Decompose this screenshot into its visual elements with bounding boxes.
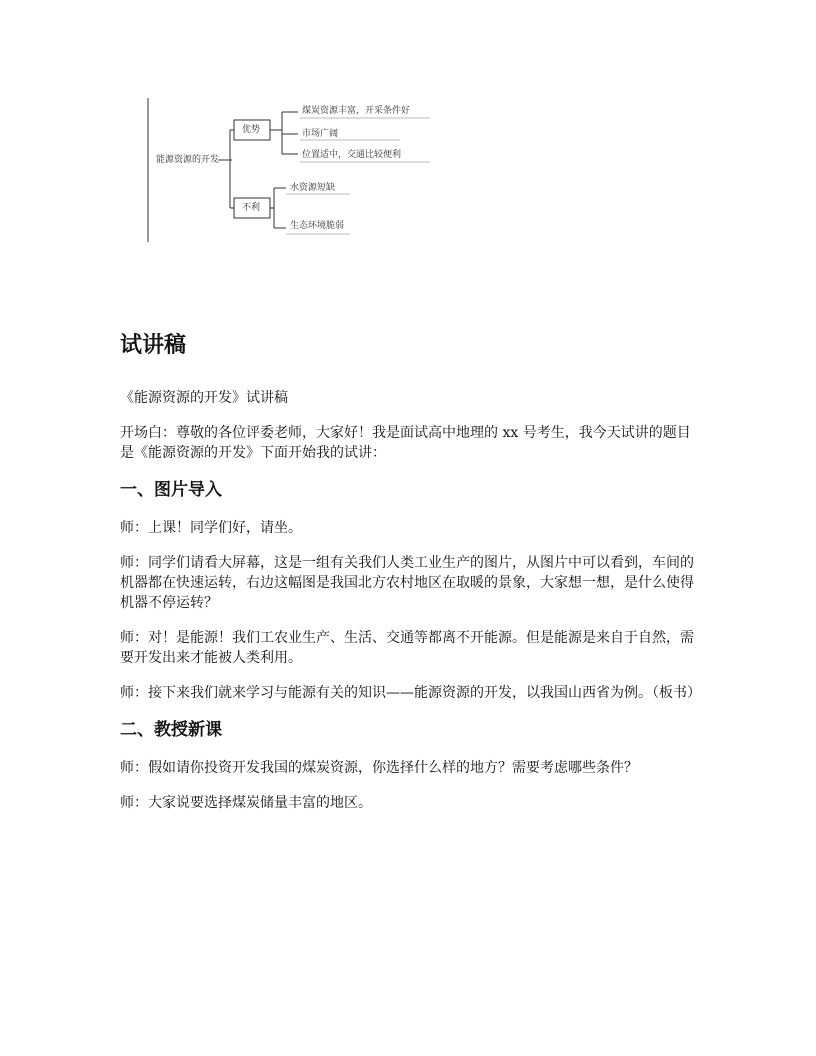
paragraph: 师：同学们请看大屏幕，这是一组有关我们人类工业生产的图片，从图片中可以看到，车间的机器都在快速运转，右边这幅图是我国北方农村地区在取暖的景象，大家想一想，是什么使得机器不停运转？ — [120, 555, 694, 611]
diagram-advantage-item: 市场广阔 — [302, 129, 339, 139]
section-heading: 一、图片导入 — [120, 480, 222, 500]
mind-map-lines — [0, 0, 816, 300]
document-title: 试讲稿 — [120, 333, 187, 358]
paragraph: 师：上课！同学们好，请坐。 — [120, 520, 302, 536]
paragraph: 师：大家说要选择煤炭储量丰富的地区。 — [120, 795, 372, 811]
paragraph: 师：接下来我们就来学习与能源有关的知识——能源资源的开发，以我国山西省为例。（板书） — [120, 685, 701, 701]
diagram-root-label: 能源资源的开发 — [156, 155, 220, 165]
diagram-advantage-label: 优势 — [242, 125, 261, 135]
document-body — [120, 330, 700, 828]
section-heading: 二、教授新课 — [120, 720, 222, 740]
mind-map-diagram — [0, 0, 816, 300]
opening-paragraph: 开场白：尊敬的各位评委老师，大家好！我是面试高中地理的 xx 号考生，我今天试讲的题目是《能源资源的开发》下面开始我的试讲： — [120, 425, 691, 461]
diagram-disadvantage-label: 不利 — [242, 203, 261, 213]
document-subtitle: 《能源资源的开发》试讲稿 — [120, 390, 288, 406]
diagram-disadvantage-item: 水资源短缺 — [290, 183, 336, 193]
diagram-advantage-item: 位置适中，交通比较便利 — [302, 150, 402, 160]
diagram-disadvantage-item: 生态环境脆弱 — [290, 221, 345, 231]
paragraph: 师：对！是能源！我们工农业生产、生活、交通等都离不开能源。但是能源是来自于自然，需要开发出来才能被人类利用。 — [120, 630, 694, 666]
diagram-advantage-item: 煤炭资源丰富，开采条件好 — [302, 106, 411, 116]
paragraph: 师：假如请你投资开发我国的煤炭资源，你选择什么样的地方？需要考虑哪些条件？ — [120, 760, 638, 776]
